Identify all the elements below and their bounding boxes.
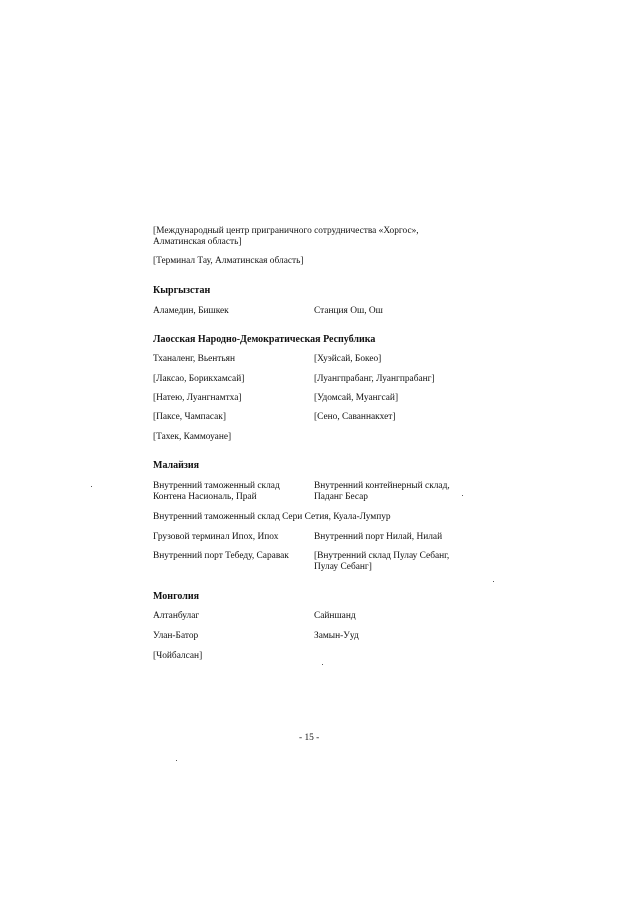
malaysia-item: Внутренний порт Тебеду, Саравак (153, 551, 289, 561)
kazakhstan-item-khorgos: [Международный центр приграничного сотрудничества «Хоргос», (153, 226, 419, 236)
laos-item: [Сено, Саваннакхет] (314, 412, 396, 422)
malaysia-item: Грузовой терминал Ипох, Ипох (153, 532, 279, 542)
malaysia-item: [Внутренний склад Пулау Себанг, (314, 551, 450, 561)
scan-speck (322, 664, 323, 665)
mongolia-item: Улан-Батор (153, 631, 199, 641)
laos-item: Тханаленг, Вьентьян (153, 354, 235, 364)
kyrgyzstan-heading: Кыргызстан (153, 285, 211, 296)
laos-item: [Тахек, Каммоуане] (153, 432, 232, 442)
mongolia-item: Замын-Ууд (314, 631, 359, 641)
mongolia-heading: Монголия (153, 591, 200, 602)
malaysia-item: Внутренний таможенный склад (153, 481, 280, 491)
laos-item: [Луангпрабанг, Луангпрабанг] (314, 374, 435, 384)
malaysia-item: Пулау Себанг] (314, 562, 372, 572)
kazakhstan-item-tau: [Терминал Тау, Алматинская область] (153, 256, 304, 266)
scan-speck (493, 581, 494, 582)
scan-speck (176, 760, 177, 761)
malaysia-item: Внутренний таможенный склад Сери Сетия, Куала-Лумпур (153, 512, 391, 522)
malaysia-item: Контена Насиональ, Прай (153, 492, 257, 502)
kazakhstan-item-khorgos-region: Алматинская область] (153, 237, 242, 247)
malaysia-item: Внутренний порт Нилай, Нилай (314, 532, 443, 542)
malaysia-heading: Малайзия (153, 460, 200, 471)
page-number: - 15 - (299, 733, 320, 743)
mongolia-item: Алтанбулаг (153, 611, 200, 621)
kyrgyzstan-item: Станция Ош, Ош (314, 306, 383, 316)
malaysia-item: Паданг Бесар (314, 492, 368, 502)
laos-item: [Хуэйсай, Бокео] (314, 354, 382, 364)
malaysia-item: Внутренний контейнерный склад, (314, 481, 450, 491)
laos-item: [Лаксао, Борикхамсай] (153, 374, 245, 384)
mongolia-item: [Чойбалсан] (153, 651, 203, 661)
scan-speck (462, 495, 463, 496)
laos-item: [Паксе, Чампасак] (153, 412, 226, 422)
mongolia-item: Сайншанд (314, 611, 356, 621)
laos-item: [Натею, Луангнамтха] (153, 393, 242, 403)
laos-item: [Удомсай, Муангсай] (314, 393, 399, 403)
laos-heading: Лаосская Народно-Демократическая Республика (153, 334, 376, 345)
scan-speck (91, 486, 92, 487)
kyrgyzstan-item: Аламедин, Бишкек (153, 306, 229, 316)
